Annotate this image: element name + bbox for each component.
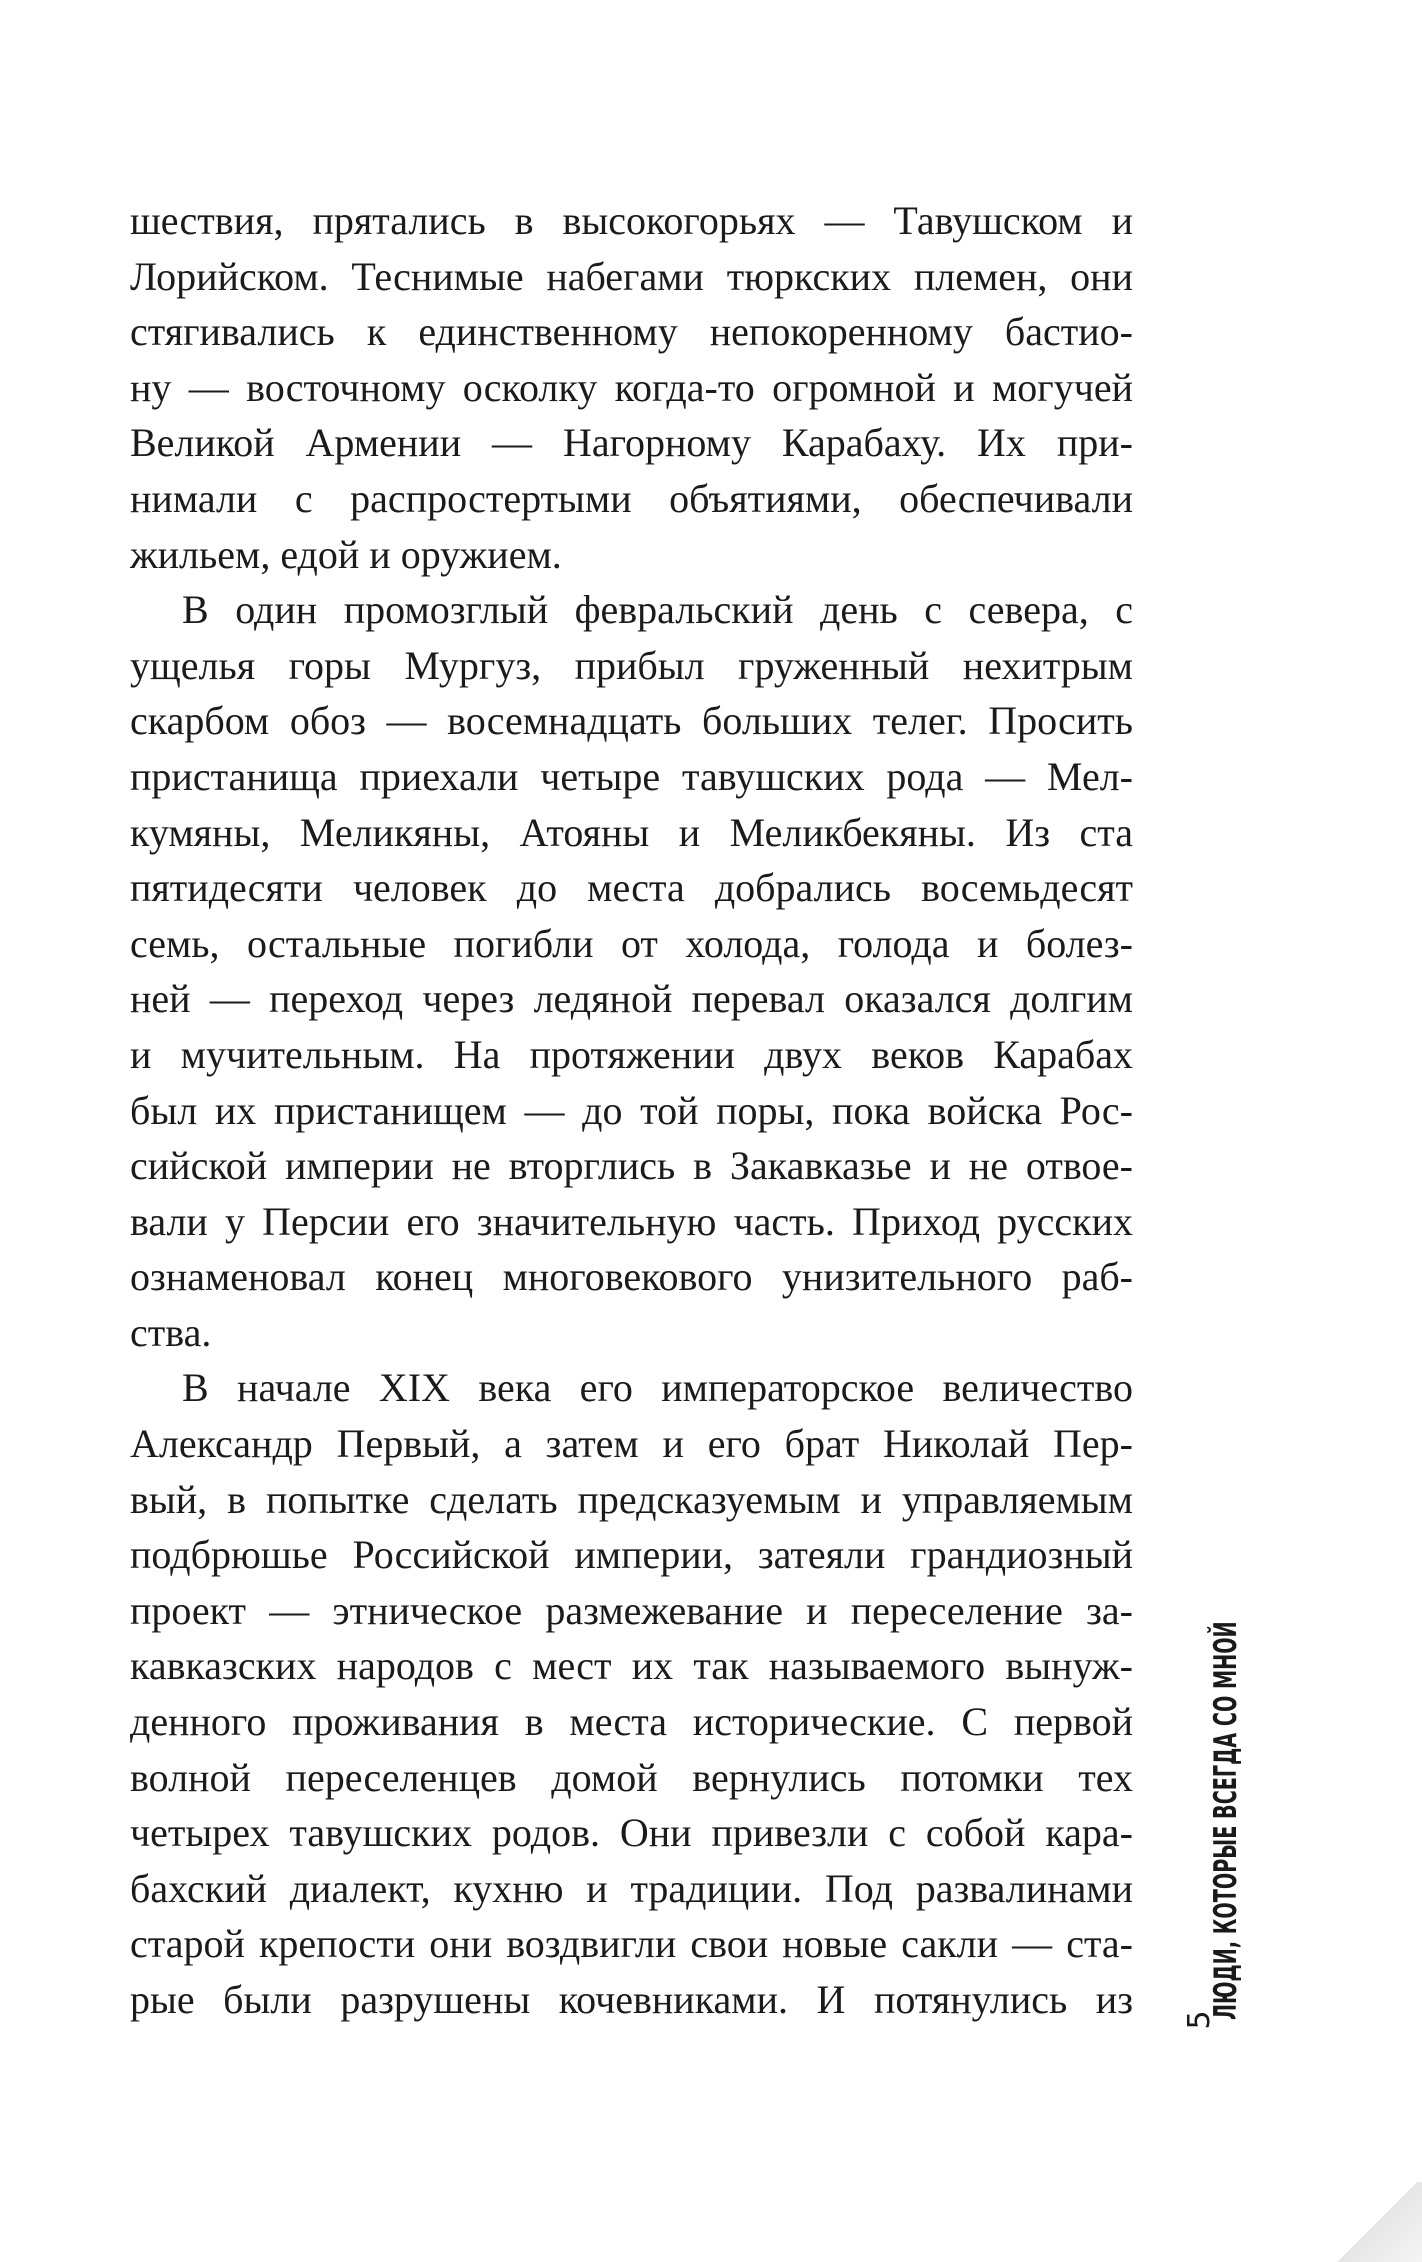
- page-number: 5: [1182, 2010, 1217, 2030]
- text-line: Великой Армении — Нагорному Карабаху. Их при-: [130, 420, 1133, 466]
- body-text: [130, 193, 1133, 2028]
- text-line: В один промозглый февральский день с севера, с: [182, 587, 1133, 633]
- text-line: волной переселенцев домой вернулись потомки тех: [130, 1754, 1133, 1800]
- text-line: пятидесяти человек до места добрались восемьдесят: [130, 865, 1133, 911]
- text-line: жильем, едой и оружием.: [130, 531, 562, 577]
- text-line: и мучительным. На протяжении двух веков Карабах: [130, 1031, 1133, 1077]
- text-line: ущелья горы Мургуз, прибыл груженный нехитрым: [130, 642, 1133, 688]
- text-line: кумяны, Меликяны, Атояны и Меликбекяны. Из ста: [130, 809, 1133, 855]
- text-line: ознаменовал конец многовекового унизительного раб-: [130, 1254, 1133, 1300]
- text-line: шествия, прятались в высокогорьях — Тавушском и: [130, 198, 1133, 243]
- text-line: семь, остальные погибли от холода, голода и болез-: [130, 920, 1133, 966]
- text-line: В начале XIX века его императорское величество: [182, 1365, 1133, 1411]
- text-line: денного проживания в места исторические. С первой: [130, 1699, 1133, 1745]
- text-line: стягивались к единственному непокоренному бастио-: [130, 309, 1133, 355]
- running-head: ЛЮДИ, КОТОРЫЕ ВСЕГДА СО МНОЙ: [1208, 1621, 1244, 2020]
- text-line: Лорийском. Теснимые набегами тюркских племен, они: [130, 253, 1133, 299]
- text-line: был их пристанищем — до той поры, пока войска Рос-: [130, 1087, 1133, 1133]
- text-line: проект — этническое размежевание и переселение за-: [130, 1587, 1133, 1633]
- text-line: пристанища приехали четыре тавушских рода — Мел-: [130, 753, 1133, 799]
- text-line: подбрюшье Российской империи, затеяли грандиозный: [130, 1532, 1133, 1578]
- text-line: нимали с распростертыми объятиями, обеспечивали: [130, 475, 1133, 521]
- text-line: рые были разрушены кочевниками. И потянулись из: [130, 1977, 1133, 2022]
- text-line: ней — переход через ледяной перевал оказался долгим: [130, 976, 1133, 1022]
- text-line: вый, в попытке сделать предсказуемым и управляемым: [130, 1476, 1133, 1522]
- text-line: бахский диалект, кухню и традиции. Под развалинами: [130, 1865, 1133, 1911]
- text-line: Александр Первый, а затем и его брат Николай Пер-: [130, 1421, 1133, 1467]
- text-line: сийской империи не вторглись в Закавказье и не отвое-: [130, 1143, 1133, 1189]
- paragraph-3: [130, 1360, 1133, 2027]
- text-line: старой крепости они воздвигли свои новые сакли — ста-: [130, 1921, 1133, 1967]
- paragraph-2: [130, 582, 1133, 1360]
- page-curl-icon: [1332, 2182, 1422, 2262]
- text-line: кавказских народов с мест их так называемого вынуж-: [130, 1643, 1133, 1689]
- paragraph-1: [130, 193, 1133, 582]
- text-line: ства.: [130, 1309, 212, 1355]
- text-line: скарбом обоз — восемнадцать больших телег. Просить: [130, 698, 1133, 744]
- text-line: ну — восточному осколку когда-то огромной и могучей: [130, 364, 1133, 410]
- text-line: четырех тавушских родов. Они привезли с собой кара-: [130, 1810, 1133, 1856]
- text-line: вали у Персии его значительную часть. Приход русских: [130, 1198, 1133, 1244]
